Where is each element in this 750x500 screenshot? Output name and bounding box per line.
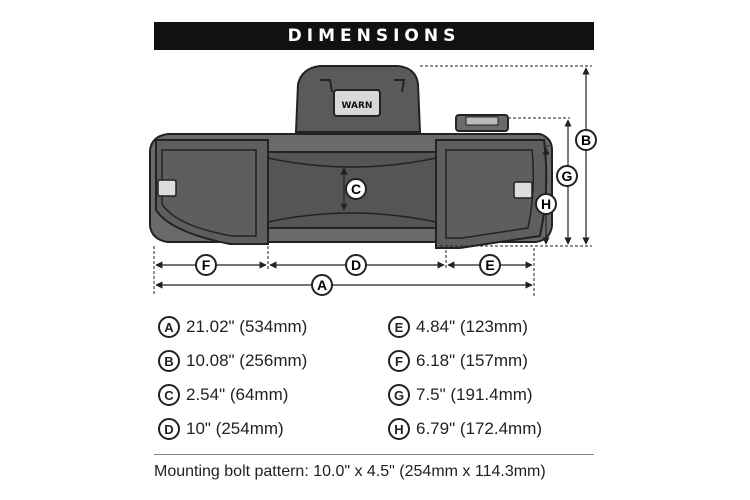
spec-value-g: 7.5" (191.4mm)	[416, 385, 533, 404]
label-c: C	[350, 181, 362, 197]
spec-letter-e: E	[388, 316, 410, 338]
dimensions-title: DIMENSIONS	[287, 26, 461, 46]
spec-value-a: 21.02" (534mm)	[186, 317, 308, 336]
logo-text: WARN	[341, 101, 373, 111]
label-h: H	[540, 196, 552, 212]
divider	[154, 454, 594, 455]
spec-value-e: 4.84" (123mm)	[416, 317, 528, 336]
spec-value-h: 6.79" (172.4mm)	[416, 419, 543, 438]
label-a: A	[316, 277, 328, 293]
spec-letter-h: H	[388, 418, 410, 440]
label-b: B	[580, 132, 592, 148]
spec-g	[388, 382, 533, 408]
spec-value-d: 10" (254mm)	[186, 419, 284, 438]
spec-letter-f: F	[388, 350, 410, 372]
spec-list	[158, 314, 598, 444]
spec-letter-c: C	[158, 384, 180, 406]
winch-illustration	[150, 66, 552, 248]
label-e: E	[485, 257, 495, 273]
spec-letter-a: A	[158, 316, 180, 338]
spec-h	[388, 416, 542, 442]
label-f: F	[201, 257, 211, 273]
spec-a	[158, 314, 307, 340]
spec-letter-g: G	[388, 384, 410, 406]
spec-value-c: 2.54" (64mm)	[186, 385, 289, 404]
spec-value-f: 6.18" (157mm)	[416, 351, 528, 370]
spec-value-b: 10.08" (256mm)	[186, 351, 308, 370]
spec-c	[158, 382, 288, 408]
spec-b	[158, 348, 307, 374]
label-d: D	[350, 257, 362, 273]
mounting-bolt-pattern: Mounting bolt pattern: 10.0" x 4.5" (254mm x 114.3mm)	[154, 463, 546, 480]
spec-letter-d: D	[158, 418, 180, 440]
spec-d	[158, 416, 284, 442]
label-g: G	[561, 168, 573, 184]
spec-letter-b: B	[158, 350, 180, 372]
spec-e	[388, 314, 528, 340]
spec-f	[388, 348, 528, 374]
